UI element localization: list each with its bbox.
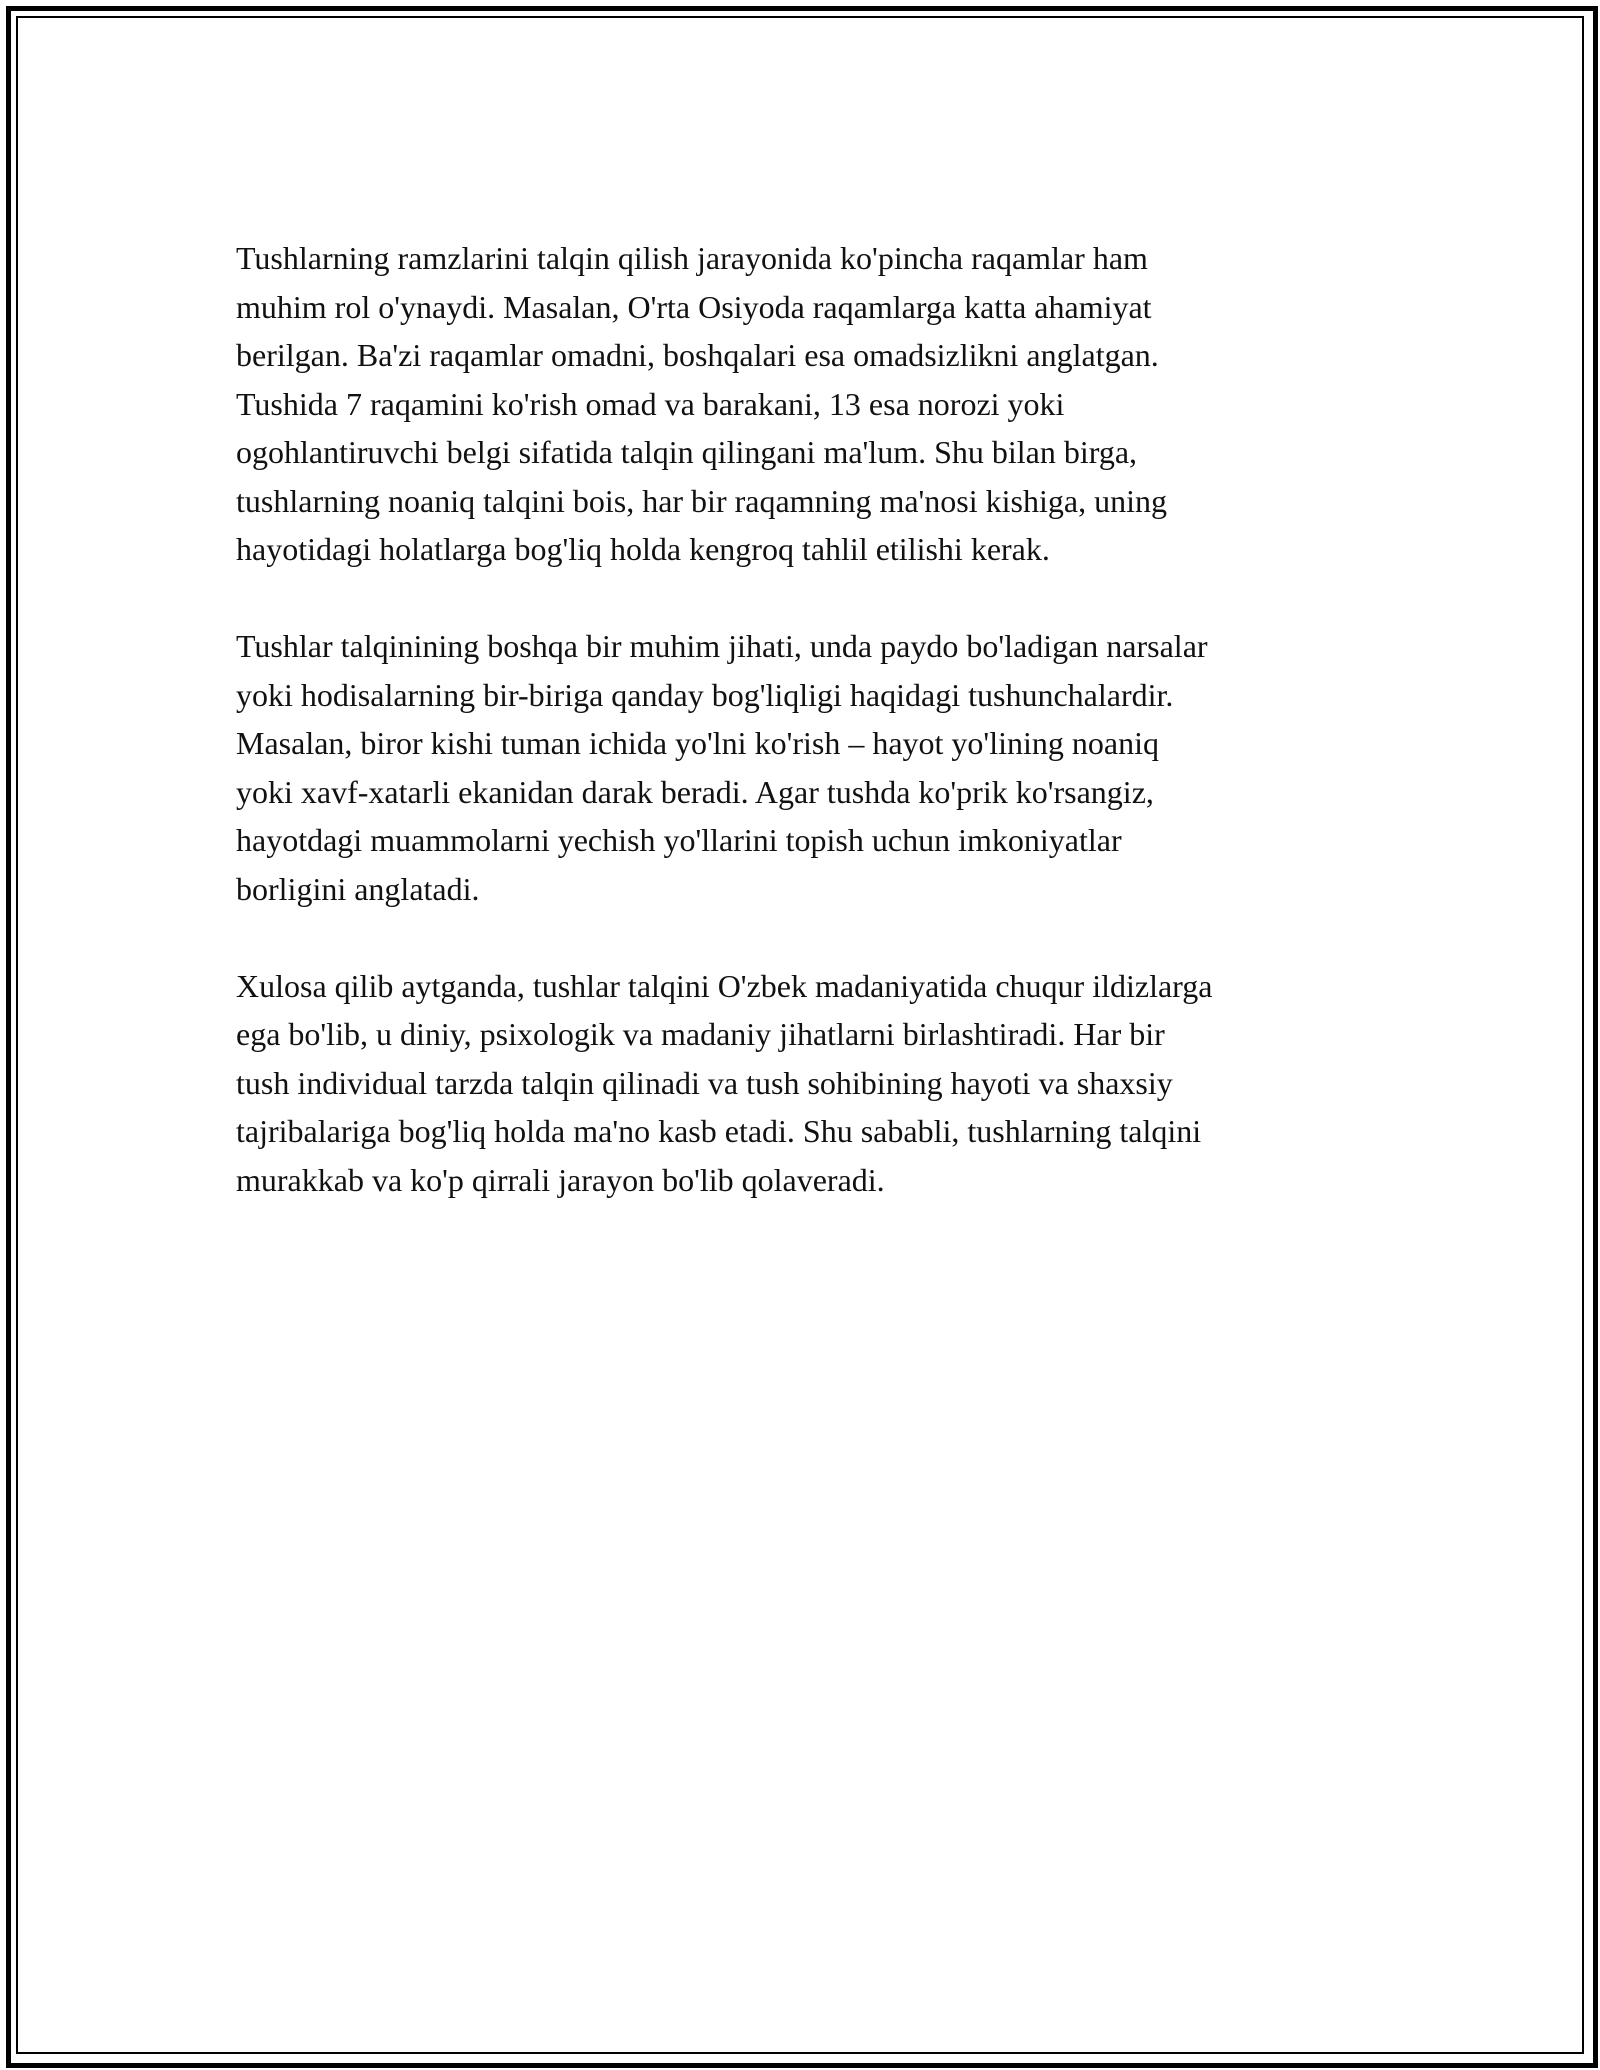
paragraph-line: Tushida 7 raqamini ko'rish omad va barakani, 13 esa norozi yoki (236, 385, 1065, 422)
paragraph-line: tushlarning noaniq talqini bois, har bir raqamning ma'nosi kishiga, uning (236, 482, 1167, 519)
paragraph-line: yoki hodisalarning bir-biriga qanday bog'liqligi haqidagi tushunchalardir. (236, 676, 1174, 713)
paragraph-line: hayotidagi holatlarga bog'liq holda kengroq tahlil etilishi kerak. (236, 531, 1050, 567)
paragraph-line: ega bo'lib, u diniy, psixologik va madaniy jihatlarni birlashtiradi. Har bir (236, 1016, 1165, 1052)
paragraph-line: borligini anglatadi. (236, 870, 480, 907)
paragraph-2 (236, 622, 1366, 913)
paragraph-line: tajribalariga bog'liq holda ma'no kasb etadi. Shu sababli, tushlarning talqini (236, 1113, 1202, 1149)
document-body (236, 234, 1366, 1253)
paragraph-line: Masalan, biror kishi tuman ichida yo'lni ko'rish – hayot yo'lining noaniq (236, 725, 1159, 761)
paragraph-line: Xulosa qilib aytganda, tushlar talqini O'zbek madaniyatida chuqur ildizlarga (236, 967, 1213, 1004)
paragraph-line: Tushlarning ramzlarini talqin qilish jarayonida ko'pincha raqamlar ham (236, 240, 1148, 276)
paragraph-line: murakkab va ko'p qirrali jarayon bo'lib qolaveradi. (236, 1161, 885, 1198)
paragraph-3 (236, 962, 1366, 1205)
paragraph-line: ogohlantiruvchi belgi sifatida talqin qilingani ma'lum. Shu bilan birga, (236, 434, 1138, 470)
paragraph-line: berilgan. Ba'zi raqamlar omadni, boshqalari esa omadsizlikni anglatgan. (236, 337, 1159, 373)
paragraph-line: hayotdagi muammolarni yechish yo'llarini topish uchun imkoniyatlar (236, 822, 1122, 858)
paragraph-line: yoki xavf-xatarli ekanidan darak beradi. Agar tushda ko'prik ko'rsangiz, (236, 773, 1154, 810)
paragraph-line: Tushlar talqinining boshqa bir muhim jihati, unda paydo bo'ladigan narsalar (236, 628, 1208, 664)
paragraph-line: muhim rol o'ynaydi. Masalan, O'rta Osiyoda raqamlarga katta ahamiyat (236, 288, 1152, 325)
paragraph-line: tush individual tarzda talqin qilinadi va tush sohibining hayoti va shaxsiy (236, 1064, 1173, 1101)
paragraph-1 (236, 234, 1366, 574)
